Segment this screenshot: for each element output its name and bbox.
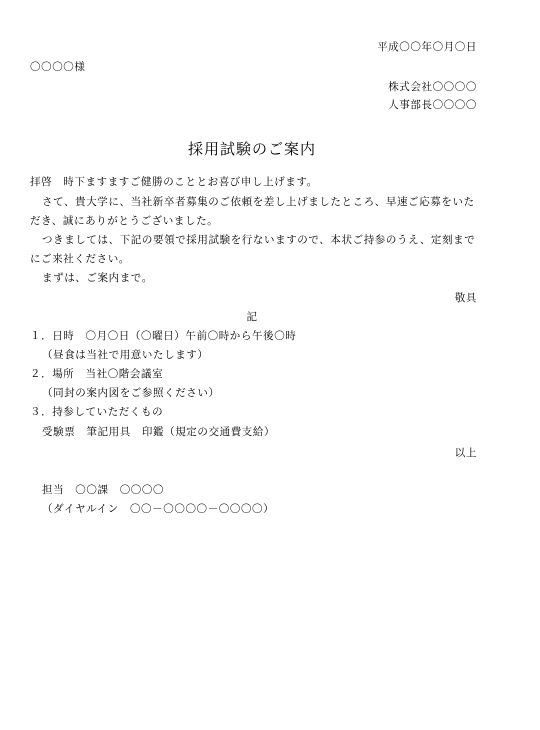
body-paragraph-1-line-2: だき、誠にありがとうございました。 (30, 215, 219, 227)
end-mark: 以上 (454, 447, 477, 459)
closing-word: 敬具 (454, 292, 477, 304)
document-date: 平成〇〇年〇月〇日 (377, 41, 477, 53)
body-paragraph-3: まずは、ご案内まで。 (42, 272, 153, 284)
greeting-line: 拝啓 時下ますますご健勝のこととお喜び申し上げます。 (30, 176, 318, 188)
detail-item-1: １．日時 〇月〇日（〇曜日）午前〇時から午後〇時 (30, 330, 297, 342)
body-paragraph-2-line-1: つきましては、下記の要領で採用試験を行ないますので、本状ご持参のうえ、定刻まで (42, 234, 476, 246)
detail-item-2: ２．場所 当社〇階会議室 (30, 368, 164, 380)
detail-item-1-note: （昼食は当社で用意いたします） (42, 349, 209, 361)
recipient-name: 〇〇〇〇様 (30, 61, 86, 73)
contact-dial-in: （ダイヤルイン 〇〇－〇〇〇〇－〇〇〇〇） (42, 503, 275, 515)
contact-person: 担当 〇〇課 〇〇〇〇 (42, 484, 165, 496)
notes-heading: 記 (246, 311, 258, 323)
body-paragraph-2-line-2: にご来社ください。 (30, 253, 130, 265)
sender-title: 人事部長〇〇〇〇 (388, 99, 477, 111)
body-paragraph-1-line-1: さて、貴大学に、当社新卒者募集のご依頼を差し上げましたところ、早速ご応募をいた (42, 196, 475, 208)
detail-item-3: ３．持参していただくもの (30, 406, 164, 418)
document-title: 採用試験のご案内 (187, 140, 316, 158)
detail-item-3-note: 受験票 筆記用具 印鑑（規定の交通費支給） (42, 426, 276, 438)
sender-company: 株式会社〇〇〇〇 (388, 81, 477, 93)
detail-item-2-note: （同封の案内図をご参照ください） (42, 387, 220, 399)
